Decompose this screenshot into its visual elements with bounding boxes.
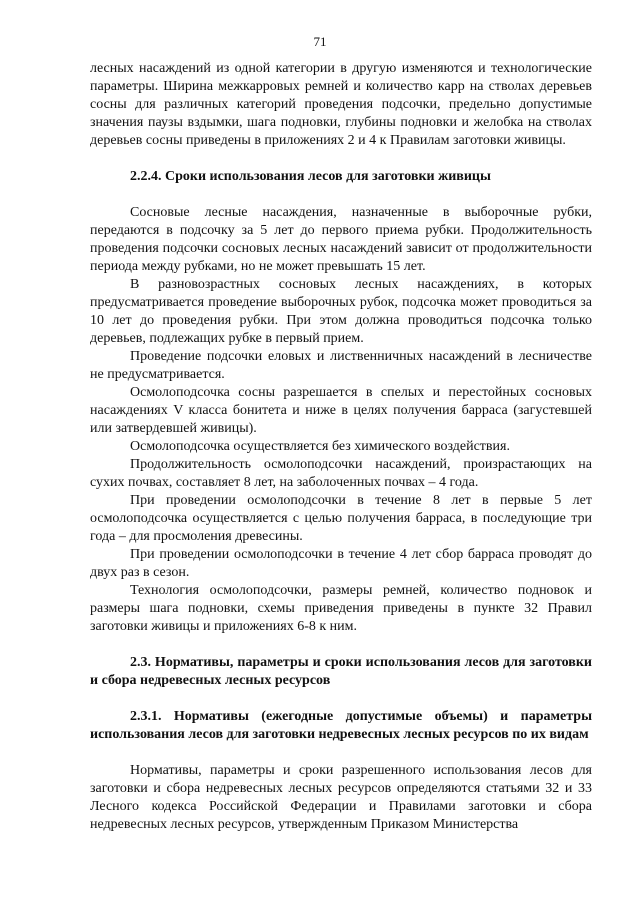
- document-body: [90, 60, 592, 834]
- spacer: [90, 186, 592, 204]
- spacer: [90, 150, 592, 168]
- spacer: [90, 744, 592, 762]
- section-224-paragraph-6: Продолжительность осмолоподсочки насаждений, произрастающих на сухих почвах, составляет 8 лет, на заболоченных почвах – 4 года.: [90, 457, 592, 490]
- section-224-paragraph-7: При проведении осмолоподсочки в течение 8 лет в первые 5 лет осмолоподсочка осуществляется с целью получения барраса, в последующие три года – для просмоления древесины.: [90, 493, 592, 544]
- section-224-paragraph-9: Технология осмолоподсочки, размеры ремней, количество подновок и размеры шага подновки, схемы приведения приведены в пункте 32 Правил заготовки живицы и приложениях 6-8 к ним.: [90, 583, 592, 634]
- section-224-paragraph-4: Осмолоподсочка сосны разрешается в спелых и перестойных сосновых насаждениях V класса бонитета и ниже в целях получения барраса (загустевшей или затвердевшей живицы).: [90, 385, 592, 436]
- section-224-paragraph-3: Проведение подсочки еловых и лиственничных насаждений в лесничестве не предусматривается.: [90, 349, 592, 382]
- intro-paragraph: лесных насаждений из одной категории в другую изменяются и технологические параметры. Ширина межкарровых ремней и количество карр на стволах деревьев сосны для различных категорий проведения подсочки, предельно допустимые значения паузы вздымки, шага подновки, глубины подновки и желобка на стволах деревьев сосны приведены в приложениях 2 и 4 к Правилам заготовки живицы.: [90, 61, 592, 148]
- section-224-paragraph-5: Осмолоподсочка осуществляется без химического воздействия.: [130, 439, 510, 454]
- spacer: [90, 636, 592, 654]
- section-231-paragraph: Нормативы, параметры и сроки разрешенного использования лесов для заготовки и сбора недревесных лесных ресурсов определяются статьями 32 и 33 Лесного кодекса Российской Федерации и Правилами заготовки и сбора недревесных лесных ресурсов, утвержденным Приказом Министерства: [90, 763, 592, 832]
- page-number: 71: [313, 34, 327, 49]
- section-224-heading: 2.2.4. Сроки использования лесов для заготовки живицы: [130, 169, 491, 184]
- section-231-heading: 2.3.1. Нормативы (ежегодные допустимые объемы) и параметры использования лесов для заготовки недревесных лесных ресурсов по их видам: [90, 709, 592, 742]
- section-23-heading: 2.3. Нормативы, параметры и сроки использования лесов для заготовки и сбора недревесных лесных ресурсов: [90, 655, 592, 688]
- section-224-paragraph-2: В разновозрастных сосновых лесных насаждениях, в которых предусматривается проведение выборочных рубок, подсочка может проводиться за 10 лет до проведения рубки. При этом должна проводиться подсочка только деревьев, подлежащих рубке в первый прием.: [90, 277, 592, 346]
- section-224-paragraph-1: Сосновые лесные насаждения, назначенные в выборочные рубки, передаются в подсочку за 5 лет до первого приема рубки. Продолжительность проведения подсочки сосновых лесных насаждений зависит от продолжительности периода между рубками, но не может превышать 15 лет.: [90, 205, 592, 274]
- section-224-paragraph-8: При проведении осмолоподсочки в течение 4 лет сбор барраса проводят до двух раз в сезон.: [90, 547, 592, 580]
- spacer: [90, 690, 592, 708]
